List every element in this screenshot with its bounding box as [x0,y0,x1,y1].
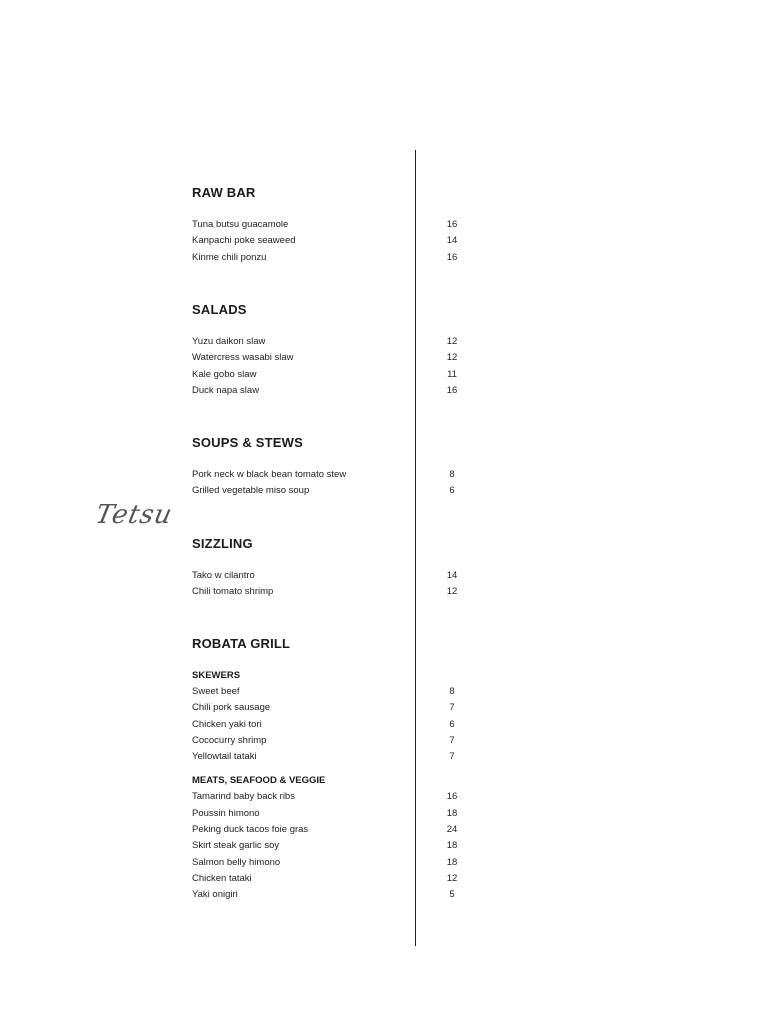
menu-item-price: 18 [446,840,458,852]
tetsu-logo: Tetsu [92,500,176,530]
menu-item [192,233,462,249]
menu-item-name: Poussin himono [192,807,260,819]
menu-item [192,483,462,499]
menu-item [192,887,462,903]
menu-item-name: Peking duck tacos foie gras [192,824,309,836]
menu-item-name: Duck napa slaw [192,384,260,396]
menu-item [192,334,462,350]
section-raw-bar [192,185,462,266]
section-robata-grill [192,636,462,904]
menu-item [192,383,462,399]
menu-item-price: 16 [446,251,458,263]
menu-item [192,684,462,700]
menu-item-price: 6 [449,485,455,497]
menu-item-name: Chili pork sausage [192,702,271,714]
section-title: SOUPS & STEWS [192,435,303,450]
menu-item-price: 24 [446,824,458,836]
menu-item [192,700,462,716]
item-list [192,467,462,500]
section-title: SALADS [192,302,247,317]
menu-item-price: 18 [446,856,458,868]
subsection-title: SKEWERS [192,670,241,681]
menu-item-name: Cococurry shrimp [192,734,267,746]
menu-item-price: 12 [446,336,458,347]
section-soups-stews [192,435,462,500]
item-list [192,684,462,765]
section-sizzling [192,536,462,601]
menu-item-name: Pork neck w black bean tomato stew [192,469,347,480]
item-list [192,789,462,903]
menu-item-price: 12 [446,352,458,364]
menu-item-name: Grilled vegetable miso soup [192,485,310,497]
item-list [192,334,462,399]
menu-item-price: 12 [446,586,458,598]
menu-item-name: Kanpachi poke seaweed [192,235,296,247]
menu-item [192,806,462,822]
menu-item-name: Kinme chili ponzu [192,251,267,263]
menu-item-name: Tuna butsu guacamole [192,219,289,230]
menu-item-name: Yaki onigiri [192,889,238,901]
menu-item [192,350,462,366]
item-list [192,217,462,266]
menu-item-price: 11 [447,368,457,380]
menu-item [192,367,462,383]
skewers-group [192,668,462,765]
menu-item-name: Skirt steak garlic soy [192,840,280,852]
section-salads [192,302,462,399]
menu-item-name: Tako w cilantro [192,570,255,581]
menu-item-name: Salmon belly himono [192,856,281,868]
menu-item-price: 8 [449,686,455,697]
menu-item [192,871,462,887]
section-title: ROBATA GRILL [192,636,291,651]
menu-item [192,717,462,733]
menu-item [192,749,462,765]
menu-item-price: 7 [449,702,455,714]
menu-item-price: 6 [449,718,455,730]
menu-item [192,733,462,749]
meats-group [192,773,462,903]
menu-item-price: 5 [449,889,455,901]
menu-item-price: 18 [446,807,458,819]
section-title: RAW BAR [192,185,256,200]
menu-item [192,568,462,584]
menu-item-price: 7 [449,751,455,763]
menu-item-name: Tamarind baby back ribs [192,791,295,803]
menu-item [192,855,462,871]
menu-item-name: Sweet beef [192,686,240,697]
menu-item [192,250,462,266]
menu-item-price: 16 [446,219,458,230]
menu-item [192,217,462,233]
menu-item-price: 16 [446,384,458,396]
subsection-title: MEATS, SEAFOOD & VEGGIE [192,775,326,787]
menu-item-price: 14 [446,570,458,581]
menu-item [192,789,462,805]
menu-item-name: Watercress wasabi slaw [192,352,294,364]
menu-item-price: 12 [446,872,458,884]
menu-item-price: 8 [449,469,455,480]
menu-item-name: Yuzu daikon slaw [192,336,266,347]
item-list [192,568,462,601]
menu-item [192,822,462,838]
menu-item [192,584,462,600]
menu-item-price: 7 [449,734,455,746]
menu-item-name: Kale gobo slaw [192,368,257,380]
menu-item-price: 14 [446,235,458,247]
menu-item-name: Chicken yaki tori [192,718,262,730]
menu-item [192,838,462,854]
menu-item-name: Yellowtail tataki [192,751,257,763]
menu-item-name: Chicken tataki [192,872,252,884]
section-title: SIZZLING [192,536,253,551]
menu-item [192,467,462,483]
menu-item-name: Chili tomato shrimp [192,586,274,598]
menu-item-price: 16 [446,791,458,803]
